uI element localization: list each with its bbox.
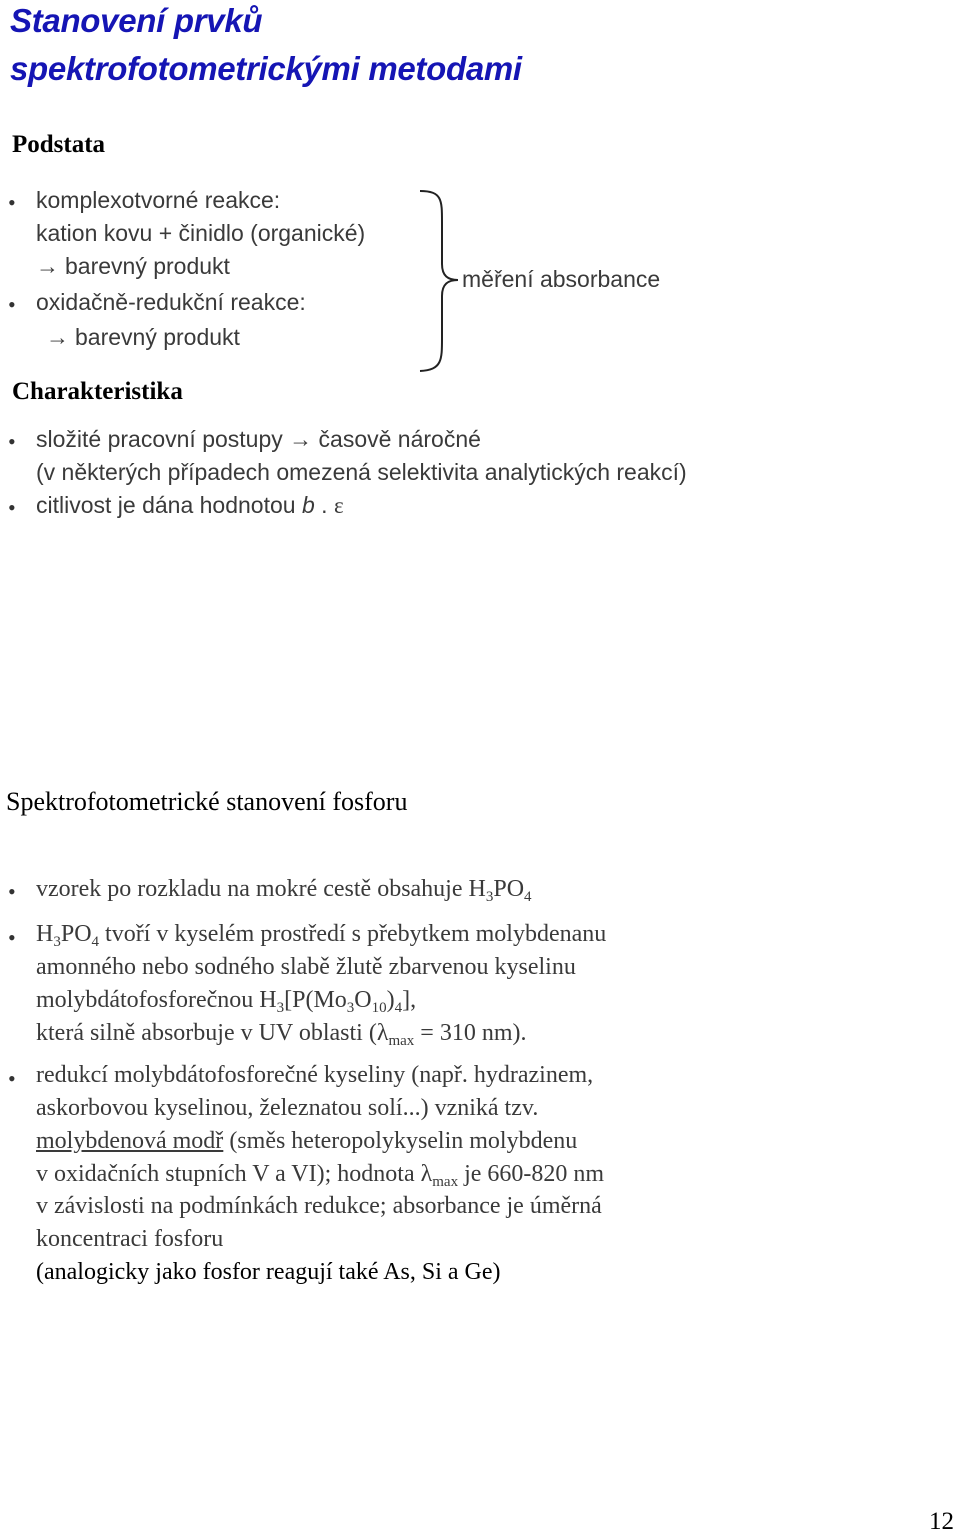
epsilon-symbol: ε <box>333 493 344 518</box>
page-title-line-2: spektrofotometrickými metodami <box>10 50 522 87</box>
fosfor-bullet-3-line-5: v závislosti na podmínkách redukce; absorbance je úměrná <box>36 1193 602 1219</box>
fosfor-bullet-3-line-7: (analogicky jako fosfor reagují také As, Si a Ge) <box>36 1259 501 1285</box>
bullet-marker: • <box>8 429 16 454</box>
bullet-marker: • <box>8 190 16 215</box>
brace-label-mereni-absorbance: měření absorbance <box>462 266 661 292</box>
bullet-marker: • <box>8 495 16 520</box>
charakteristika-bullet-1-line-2: (v některých případech omezená selektivita analytických reakcí) <box>36 459 687 485</box>
charakteristika-bullet-2: citlivost je dána hodnotou b . ε <box>36 492 344 518</box>
fosfor-bullet-2-line-1: $H_3PO_4$ tvoří v kyselém prostředí s přebytkem molybdenanu <box>36 921 607 950</box>
podstata-bullet-2-line-1: oxidačně-redukční reakce: <box>36 289 306 315</box>
lambda-symbol: λ <box>376 1020 389 1046</box>
fosfor-bullet-3-line-2: askorbovou kyselinou, železnatou solí...) vzniká tzv. <box>36 1095 539 1121</box>
page-title-line-1: Stanovení prvků <box>10 2 263 39</box>
arrow-icon: → <box>289 426 313 452</box>
fosfor-bullet-3-line-6: koncentraci fosforu <box>36 1226 224 1252</box>
fosfor-bullet-1: vzorek po rozkladu na mokré cestě obsahuje $H_3PO_4$ <box>36 876 532 905</box>
fosfor-bullet-2-line-4: která silně absorbuje v UV oblasti ($\lambda_{max} = 310$ nm). <box>36 1020 527 1049</box>
page-number: 12 <box>929 1508 954 1535</box>
section-heading-podstata: Podstata <box>12 131 106 158</box>
arrow-icon: → <box>46 324 69 350</box>
fosfor-bullet-3-line-4: v oxidačních stupních V a VI); hodnota $\lambda_{max}$ je 660-820 nm <box>36 1161 605 1190</box>
bullet-marker: • <box>8 292 16 317</box>
fosfor-bullet-3-line-3: molybdenová modř (směs heteropolykyselin molybdenu <box>36 1128 578 1154</box>
bullet-marker: • <box>8 879 16 904</box>
podstata-bullet-1-line-1: komplexotvorné reakce: <box>36 187 281 213</box>
fosfor-bullet-2-line-2: amonného nebo sodného slabě žlutě zbarvenou kyselinu <box>36 954 576 980</box>
arrow-icon: → <box>36 253 59 279</box>
charakteristika-bullet-1-line-1: složité pracovní postupy → časově náročné <box>36 426 481 452</box>
podstata-bullet-1-line-3: → barevný produkt <box>36 253 230 279</box>
section-heading-fosfor: Spektrofotometrické stanovení fosforu <box>6 787 408 816</box>
section-heading-charakteristika: Charakteristika <box>12 378 183 405</box>
bullet-marker: • <box>8 925 16 950</box>
fosfor-bullet-3-line-1: redukcí molybdátofosforečné kyseliny (např. hydrazinem, <box>36 1062 594 1088</box>
bullet-marker: • <box>8 1066 16 1091</box>
right-brace-icon <box>412 188 462 374</box>
molybdenova-modr-term: molybdenová modř <box>36 1128 224 1154</box>
lambda-symbol: λ <box>420 1161 433 1187</box>
fosfor-bullet-2-line-3: molybdátofosforečnou $H_3[P(Mo_3O_{10})_4]$, <box>36 987 417 1016</box>
variable-b: b <box>301 492 315 518</box>
podstata-bullet-2-line-2: → barevný produkt <box>46 324 240 350</box>
podstata-bullet-1-line-2: kation kovu + činidlo (organické) <box>36 220 366 246</box>
